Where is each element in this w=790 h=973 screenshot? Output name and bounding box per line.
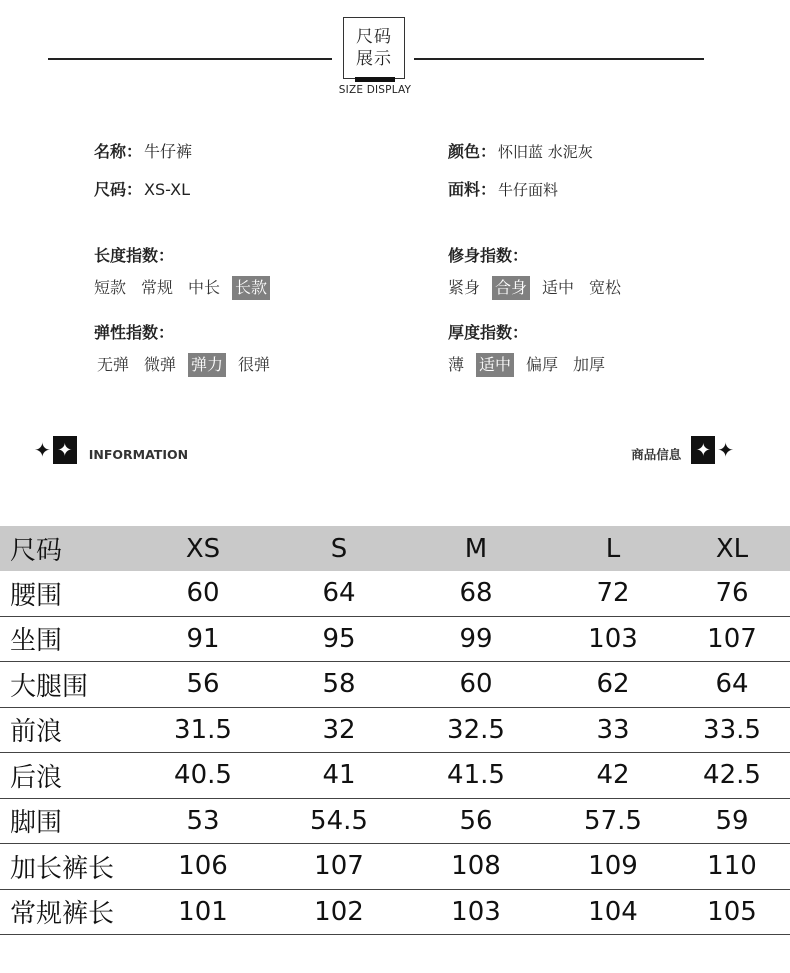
thickness-index-options <box>445 353 608 377</box>
header-divider-left <box>48 58 332 60</box>
table-row <box>0 799 790 845</box>
table-header-cell: M <box>464 533 488 564</box>
table-row-label: 大腿围 <box>10 671 89 702</box>
table-cell: 107 <box>707 623 757 654</box>
table-header-cell: L <box>605 533 621 564</box>
table-row <box>0 662 790 708</box>
info-banner-right <box>631 436 734 464</box>
fit-index-options <box>445 276 624 300</box>
table-cell: 54.5 <box>310 805 368 836</box>
table-cell: 42 <box>596 760 630 791</box>
table-row-label: 腰围 <box>10 580 63 611</box>
header-accent-bar <box>355 77 395 82</box>
table-row <box>0 844 790 890</box>
sparkle-icon: ✦ <box>34 438 51 462</box>
header-divider-right <box>414 58 704 60</box>
table-cell: 57.5 <box>584 805 642 836</box>
thickness-option: 加厚 <box>573 355 606 374</box>
attr-color-value: 怀旧蓝 水泥灰 <box>498 143 593 161</box>
header-title-line1: 尺码 <box>356 27 392 47</box>
length-index-title: 长度指数： <box>94 246 175 265</box>
table-cell: 110 <box>707 851 757 882</box>
table-cell: 91 <box>186 623 220 654</box>
elasticity-option-selected: 弹力 <box>188 353 226 377</box>
length-index-options <box>91 276 270 300</box>
table-cell: 40.5 <box>174 760 232 791</box>
table-cell: 105 <box>707 896 757 927</box>
elasticity-option: 很弹 <box>238 355 271 374</box>
elasticity-index-options <box>94 353 273 377</box>
table-cell: 95 <box>322 623 356 654</box>
table-cell: 59 <box>715 805 749 836</box>
table-row <box>0 708 790 754</box>
table-cell: 107 <box>314 851 364 882</box>
header-subtitle: SIZE DISPLAY <box>338 84 412 96</box>
length-option-selected: 长款 <box>232 276 270 300</box>
table-cell: 103 <box>588 623 638 654</box>
table-cell: 103 <box>451 896 501 927</box>
table-cell: 33 <box>596 714 630 745</box>
table-cell: 104 <box>588 896 638 927</box>
fit-option-selected: 合身 <box>492 276 530 300</box>
header-title-box <box>343 17 405 79</box>
table-cell: 60 <box>186 578 220 609</box>
table-cell: 32.5 <box>447 714 505 745</box>
table-cell: 101 <box>178 896 228 927</box>
table-cell: 31.5 <box>174 714 232 745</box>
table-row-label: 加长裤长 <box>10 853 115 884</box>
table-row <box>0 890 790 936</box>
attr-fabric-value: 牛仔面料 <box>498 181 559 199</box>
table-row <box>0 753 790 799</box>
attr-name-label: 名称： <box>94 142 143 161</box>
table-cell: 102 <box>314 896 364 927</box>
fit-option: 适中 <box>542 278 575 297</box>
attr-color <box>448 139 593 162</box>
table-cell: 56 <box>459 805 493 836</box>
attr-fabric <box>448 177 558 200</box>
thickness-index-title: 厚度指数： <box>448 323 529 342</box>
table-cell: 64 <box>322 578 356 609</box>
attr-color-label: 颜色： <box>448 142 497 161</box>
elasticity-option: 微弹 <box>144 355 177 374</box>
table-body <box>0 571 790 935</box>
table-cell: 62 <box>596 669 630 700</box>
attr-size <box>94 177 190 200</box>
table-header-cell: S <box>330 533 348 564</box>
fit-option: 宽松 <box>589 278 622 297</box>
fit-index-title: 修身指数： <box>448 246 529 265</box>
table-row-label: 前浪 <box>10 717 63 748</box>
length-option: 短款 <box>94 278 127 297</box>
table-header-cell: XL <box>715 533 749 564</box>
attr-name-value: 牛仔裤 <box>144 142 193 161</box>
table-cell: 108 <box>451 851 501 882</box>
header-title-line2: 展示 <box>356 49 392 69</box>
table-cell: 60 <box>459 669 493 700</box>
elasticity-option: 无弹 <box>97 355 130 374</box>
attr-fabric-label: 面料： <box>448 180 497 199</box>
length-option: 常规 <box>141 278 174 297</box>
table-cell: 76 <box>715 578 749 609</box>
table-cell: 58 <box>322 669 356 700</box>
thickness-option: 偏厚 <box>526 355 559 374</box>
length-option: 中长 <box>188 278 221 297</box>
size-table <box>0 526 790 935</box>
table-cell: 72 <box>596 578 630 609</box>
sparkle-icon: ✦ <box>717 438 734 462</box>
table-row-label: 常规裤长 <box>10 899 115 930</box>
info-banner-left <box>34 436 188 464</box>
elasticity-index-title: 弹性指数： <box>94 323 175 342</box>
table-cell: 56 <box>186 669 220 700</box>
thickness-option: 薄 <box>448 355 465 374</box>
attr-size-label: 尺码： <box>94 180 143 199</box>
table-cell: 64 <box>715 669 749 700</box>
info-banner-label-cn: 商品信息 <box>631 447 682 462</box>
table-cell: 32 <box>322 714 356 745</box>
table-row <box>0 571 790 617</box>
table-header-cell: XS <box>185 533 221 564</box>
table-cell: 109 <box>588 851 638 882</box>
sparkle-box-icon: ✦ <box>53 436 77 464</box>
table-row-label: 脚围 <box>10 808 63 839</box>
table-header-cell: 尺码 <box>10 536 63 566</box>
sparkle-box-icon: ✦ <box>691 436 715 464</box>
thickness-option-selected: 适中 <box>476 353 514 377</box>
attr-size-value: XS-XL <box>144 180 190 199</box>
table-row <box>0 617 790 663</box>
table-cell: 33.5 <box>703 714 761 745</box>
table-cell: 53 <box>186 805 220 836</box>
table-row-label: 后浪 <box>10 762 63 793</box>
attr-name <box>94 139 192 162</box>
table-row-label: 坐围 <box>10 626 63 657</box>
table-header-row <box>0 526 790 571</box>
table-cell: 99 <box>459 623 493 654</box>
fit-option: 紧身 <box>448 278 481 297</box>
table-cell: 68 <box>459 578 493 609</box>
table-cell: 42.5 <box>703 760 761 791</box>
info-banner-label-en: INFORMATION <box>88 446 189 462</box>
table-cell: 106 <box>178 851 228 882</box>
table-cell: 41.5 <box>447 760 505 791</box>
table-cell: 41 <box>322 760 356 791</box>
